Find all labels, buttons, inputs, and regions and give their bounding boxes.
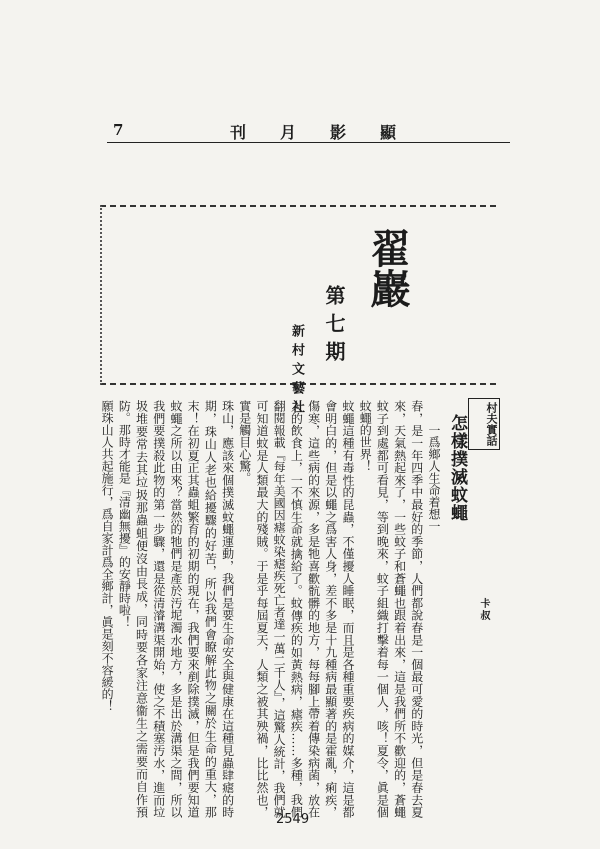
article-body <box>102 400 442 818</box>
body-paragraph-2: 春，是一年四季中最好的季節，人們都說春是一個最可愛的時光，但是春去夏來，天氣熱起來了，一些蚊子和蒼蠅也跟着出來，這是我們所不歡迎的，蒼蠅蚊子到處都可看見，等到晚來，蚊子組織打擊着每一個人，咳！夏令，眞是個蚊蠅的世界！ <box>358 400 424 818</box>
magazine-title: 刊月影顯 <box>230 123 431 142</box>
body-paragraph-4: 珠山，應該來個撲滅蚊蠅運動，我們是要生命安全與健康在這種見蟲肆瘧的時期，珠山人老也給擾驟的好苦，所以我們會瞭解此物之關於生命的重大，那末！在初夏正其蟲蛆繁育的初期的現在，我們要來剷除撲滅，但是我們要知道蚊蠅之所以由來？當然的牠們是產於汚坭濁水地方，多是出於溝渠之間，所以我們要撲殺此物的第一步驟，還是從清濬溝渠開始，使之不積塞汚水，進而垃圾堆要常去其垃圾那蟲蛆便沒由長成，同時要各家注意衞生之需要而自作預防。那時才能是『清幽無擾』的安靜時啦！ <box>117 400 235 818</box>
body-paragraph-5: 願珠山人共起施行，爲自家計爲全鄉計，眞是刻不容緩的！ <box>100 400 115 712</box>
page-number: 7 <box>113 121 124 139</box>
section-tag: 村夫實話 <box>468 398 500 450</box>
body-paragraph-1: 一爲鄉人生命着想一 <box>427 400 441 532</box>
issue-label: 第七期 <box>322 285 346 369</box>
publication-title: 翟巖 <box>364 228 411 308</box>
publisher-label: 新村文藝社 <box>289 324 304 419</box>
body-paragraph-3: 蚊蠅這種有毒性的昆蟲，不僅擾人睡眠，而且是各種重要疾病的媒介，這是都會明白的，但是以蠅之爲害人身，差不多是十九種病最顯著的是霍亂，痢疾，傷寒，這些病的來源，多是牠喜歡骯髒的地方，每每腳上帶着傳染病菌，放在人的飲食上，一不慎生命就擒給了。蚊傳疾的如黃熱病，瘧疾……多種，我們翻閱報載『每年美國因瘧蚊染瘧疾死亡者達一萬二千人』，這驚人統計，我們就可知道蚊是人類最大的殘賊。于是乎每屆夏天，人類之被其殃禍，比比然也，實是觸目心驚。 <box>237 400 355 818</box>
author-name: 卡叔 <box>478 598 489 622</box>
footer-page-number: 2549 <box>276 812 310 827</box>
header-rule <box>107 142 510 143</box>
article-title: 怎樣撲滅蚊蠅 <box>447 414 467 522</box>
